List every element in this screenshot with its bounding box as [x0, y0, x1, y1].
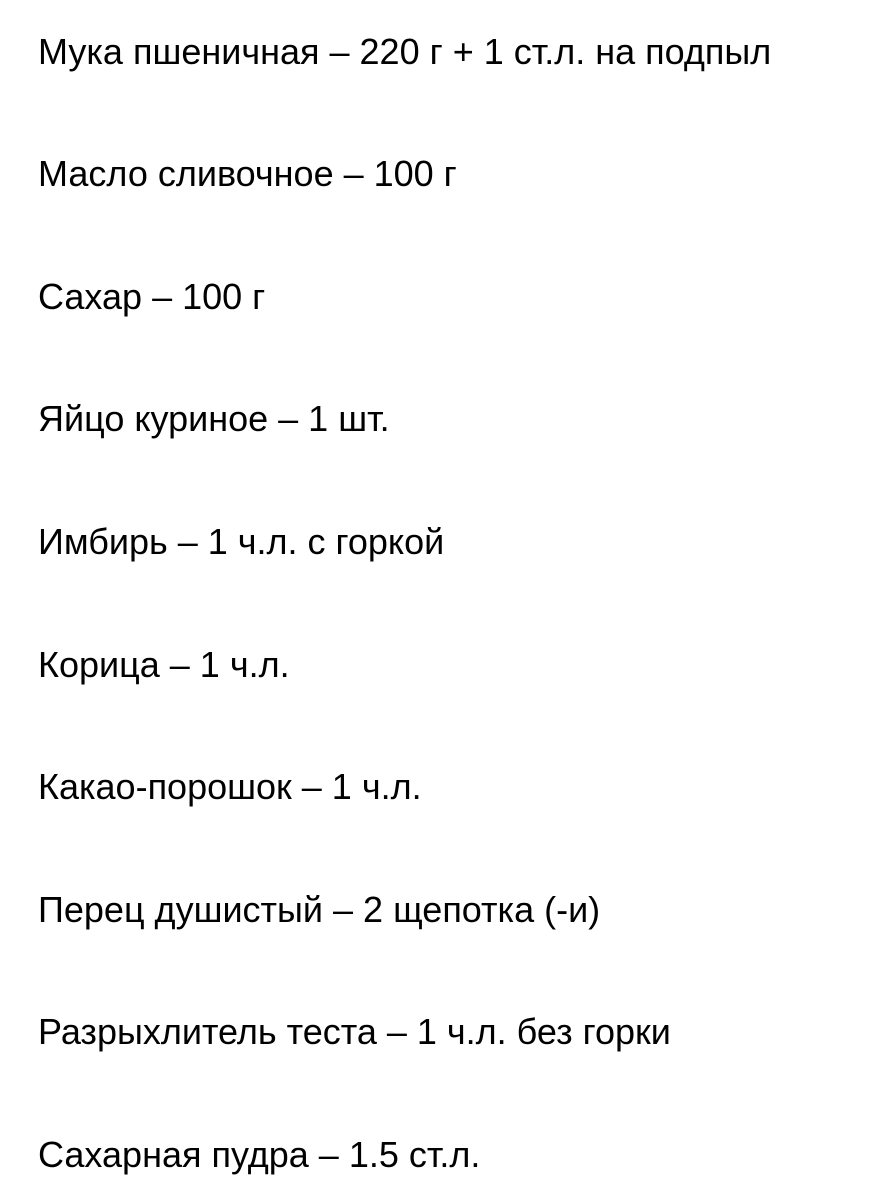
ingredient-item: Яйцо куриное – 1 шт.	[38, 398, 390, 439]
ingredient-item: Мука пшеничная – 220 г + 1 ст.л. на подпыл	[38, 31, 772, 72]
ingredient-item: Имбирь – 1 ч.л. с горкой	[38, 521, 445, 562]
ingredient-item: Сахар – 100 г	[38, 276, 266, 317]
ingredient-item: Разрыхлитель теста – 1 ч.л. без горки	[38, 1011, 671, 1052]
ingredient-item: Корица – 1 ч.л.	[38, 644, 290, 685]
ingredient-item: Какао-порошок – 1 ч.л.	[38, 766, 422, 807]
ingredient-item: Перец душистый – 2 щепотка (-и)	[38, 889, 601, 930]
ingredient-item: Сахарная пудра – 1.5 ст.л.	[38, 1134, 481, 1175]
ingredient-item: Масло сливочное – 100 г	[38, 153, 457, 194]
